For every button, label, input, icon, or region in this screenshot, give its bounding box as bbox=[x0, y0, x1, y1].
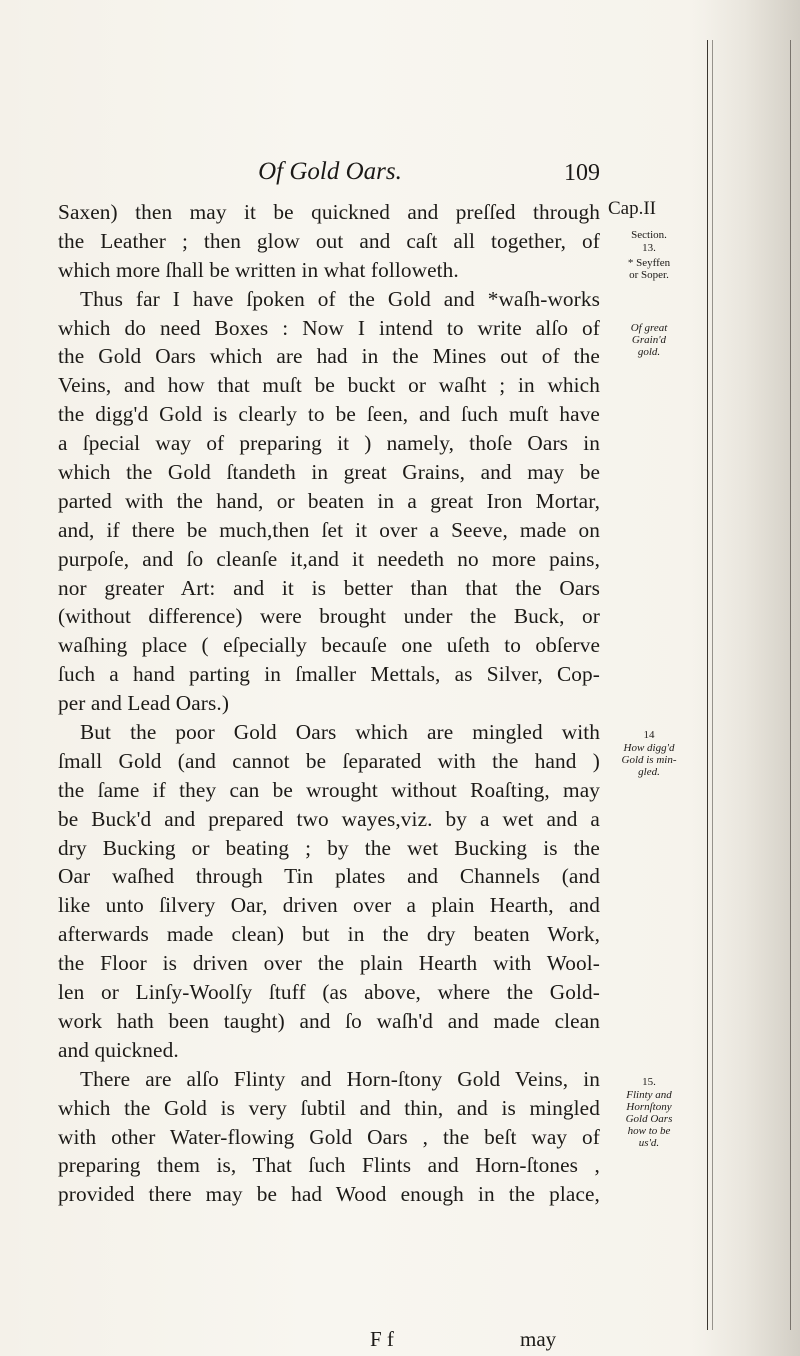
text-line: be Buck'd and prepared two wayes,viz. by a wet and a bbox=[58, 806, 600, 831]
margin-note: Gold Oars bbox=[625, 1113, 673, 1125]
text-line: and, if there be much,then ſet it over a Seeve, made on bbox=[58, 517, 600, 542]
margin-note: Grain'd bbox=[631, 334, 667, 346]
text-line: the digg'd Gold is clearly to be ſeen, and ſuch muſt have bbox=[58, 402, 600, 427]
text-line: nor greater Art: and it is better than that the Oars bbox=[58, 575, 600, 600]
text-line: afterwards made clean) but in the dry beaten Work, bbox=[58, 922, 600, 947]
section-number: 13. bbox=[642, 242, 656, 254]
page-header bbox=[60, 156, 600, 196]
text-line: per and Lead Oars.) bbox=[58, 691, 230, 716]
margin-note: How digg'd bbox=[623, 742, 675, 754]
body-text bbox=[58, 198, 600, 1209]
text-line: provided there may be had Wood enough in the place, bbox=[58, 1182, 600, 1207]
text-line: (without difference) were brought under the Buck, or bbox=[58, 604, 600, 629]
margin-number: 15. bbox=[642, 1076, 656, 1088]
margin-note: Flinty and bbox=[626, 1089, 672, 1101]
margin-note: Of great bbox=[630, 322, 668, 334]
text-line: Saxen) then may it be quickned and preſſed through bbox=[58, 200, 600, 224]
text-line: len or Linſy-Woolſy ſtuff (as above, where the Gold- bbox=[58, 980, 600, 1005]
text-line: waſhing place ( eſpecially becauſe one uſeth to obſerve bbox=[58, 633, 600, 658]
margin-note: Hornſtony bbox=[626, 1101, 672, 1113]
text-line: Oar waſhed through Tin plates and Channels (and bbox=[58, 864, 600, 889]
text-line: Veins, and how that muſt be buckt or waſht ; in which bbox=[58, 373, 600, 398]
text-line: a ſpecial way of preparing it ) namely, thoſe Oars in bbox=[58, 431, 600, 456]
margin-note: us'd. bbox=[638, 1137, 660, 1149]
chapter-marker: Cap.II bbox=[608, 198, 657, 219]
text-line: purpoſe, and ſo cleanſe it,and it needeth no more pains, bbox=[58, 546, 600, 571]
margin-note: gold. bbox=[637, 346, 661, 358]
margin-note: or Soper. bbox=[629, 269, 669, 281]
text-line: which the Gold is very ſubtil and thin, and is mingled bbox=[58, 1095, 600, 1120]
text-line: like unto ſilvery Oar, driven over a plain Hearth, and bbox=[58, 893, 600, 918]
margin-note: how to be bbox=[627, 1125, 671, 1137]
signature-mark: F f bbox=[370, 1327, 394, 1351]
page-edge-line bbox=[707, 40, 708, 1330]
text-line: which the Gold ſtandeth in great Grains, and may be bbox=[58, 460, 600, 485]
margin-note: gled. bbox=[638, 766, 660, 778]
section-label: Section. bbox=[631, 229, 667, 241]
text-line: which do need Boxes : Now I intend to write alſo of bbox=[58, 315, 600, 340]
text-line: which more ſhall be written in what followeth. bbox=[58, 257, 459, 282]
text-line: ſuch a hand parting in ſmaller Mettals, as Silver, Cop- bbox=[58, 662, 600, 687]
text-line: and quickned. bbox=[58, 1037, 179, 1062]
margin-note: * Seyffen bbox=[627, 257, 671, 269]
text-line: the ſame if they can be wrought without Roaſting, may bbox=[58, 777, 600, 802]
text-line: preparing them is, That ſuch Flints and Horn-ſtones , bbox=[58, 1153, 600, 1178]
text-line: dry Bucking or beating ; by the wet Bucking is the bbox=[58, 835, 600, 860]
text-line: parted with the hand, or beaten in a great Iron Mortar, bbox=[58, 488, 600, 513]
margin-note: Gold is min- bbox=[621, 754, 677, 766]
running-title: Of Gold Oars. bbox=[258, 158, 402, 185]
text-line: work hath been taught) and ſo waſh'd and made clean bbox=[58, 1008, 600, 1033]
text-line: Thus far I have ſpoken of the Gold and *waſh-works bbox=[80, 286, 600, 311]
page-edge-line bbox=[712, 40, 713, 1330]
text-line: But the poor Gold Oars which are mingled with bbox=[80, 720, 600, 745]
text-line: the Gold Oars which are had in the Mines out of the bbox=[58, 344, 600, 369]
catchword: may bbox=[520, 1327, 557, 1351]
text-line: the Leather ; then glow out and caſt all together, of bbox=[58, 228, 600, 253]
page-number: 109 bbox=[564, 160, 600, 186]
margin-number: 14 bbox=[643, 729, 655, 741]
text-line: ſmall Gold (and cannot be ſeparated with the hand ) bbox=[58, 748, 600, 773]
text-line: with other Water-flowing Gold Oars , the beſt way of bbox=[58, 1124, 600, 1149]
page-edge-line bbox=[790, 40, 791, 1330]
text-line: There are alſo Flinty and Horn-ſtony Gold Veins, in bbox=[80, 1066, 600, 1091]
text-line: the Floor is driven over the plain Hearth with Wool- bbox=[58, 951, 600, 976]
